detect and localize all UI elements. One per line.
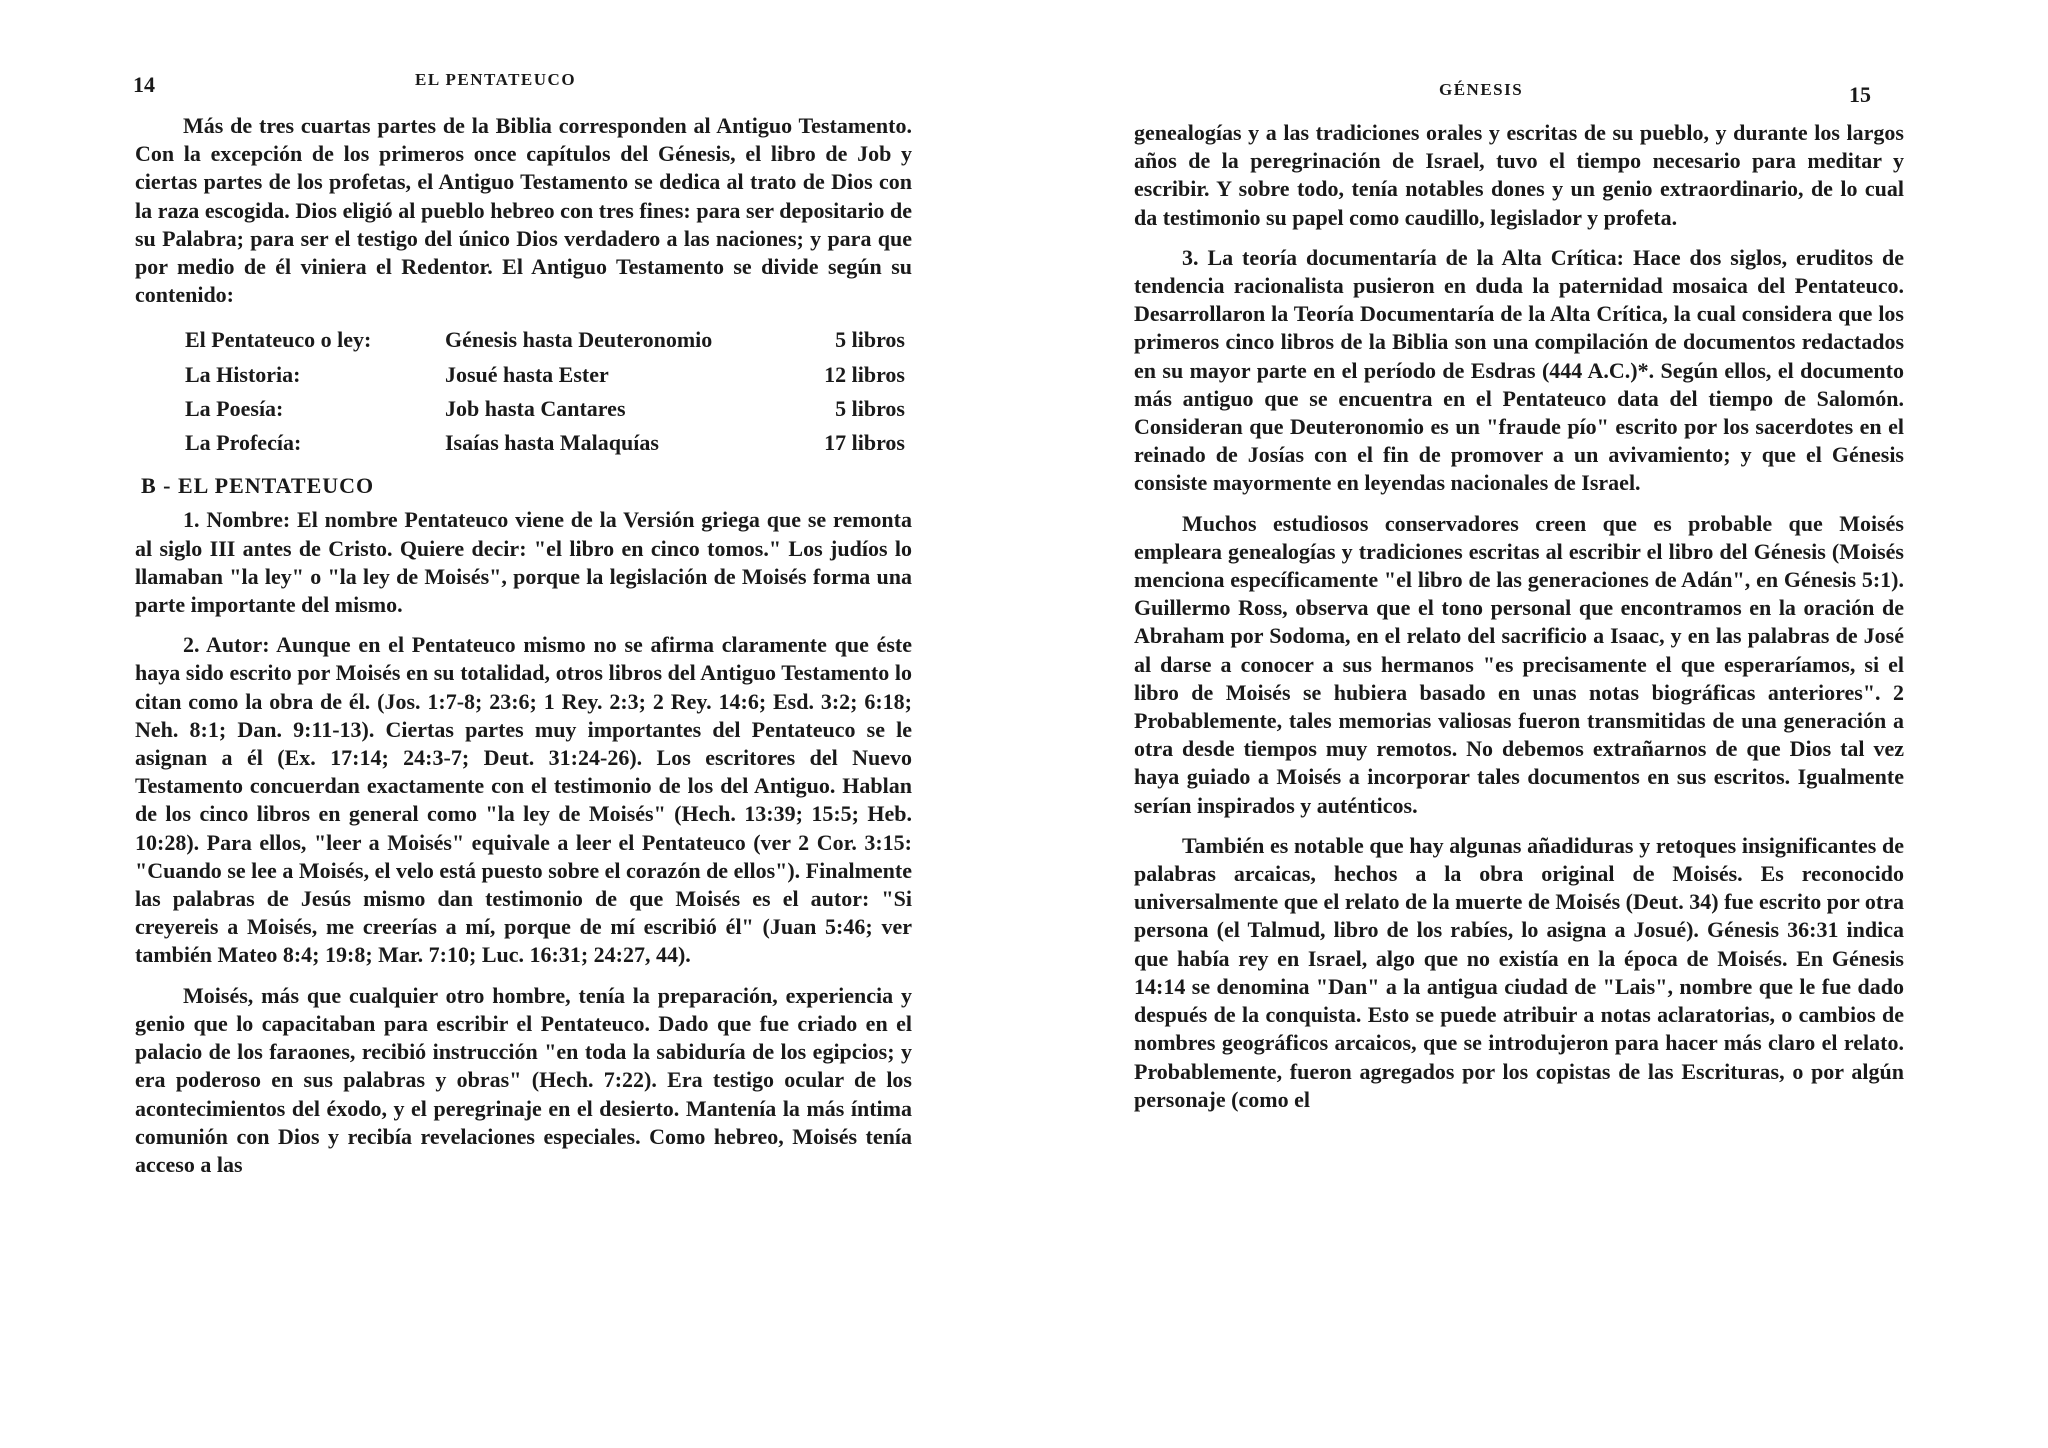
paragraph-anadiduras: También es notable que hay algunas añadiduras y retoques insignificantes de palabras arcaicas, hechos a la obra original de Moisés. Es reconocido universalmente que el relato de la muerte de Moisés (Deut. 34) fue escrito por otra persona (el Talmud, libro de los rabíes, lo asigna a Josué). Génesis 36:31 indica que había rey en Israel, algo que no existía en la época de Moisés. En Génesis 14:14 se denomina "Dan" a la antigua ciudad de "Lais", nombre que le fue dado después de la conquista. Esto se puede atribuir a notas aclaratorias, o cambios de nombres geográficos arcaicos, que se introdujeron para hacer más claro el relato. Probablemente, fueron agregados por los copistas de las Escrituras, o por algún personaje (como el (1134, 832, 1904, 1112)
division-name: El Pentateuco o ley: (185, 327, 372, 353)
intro-paragraph: Más de tres cuartas partes de la Biblia corresponden al Antiguo Testamento. Con la excepción de los primeros once capítulos del Génesis, el libro de Job y ciertas partes de los profetas, el Antiguo Testamento se dedica al trato de Dios con la raza escogida. Dios eligió al pueblo hebreo con tres fines: para ser depositario de su Palabra; para ser el testigo del único Dios verdadero a las naciones; y para que por medio de él viniera el Redentor. El Antiguo Testamento se divide según su contenido: (135, 113, 912, 308)
division-row (185, 323, 905, 357)
paragraph-nombre: 1. Nombre: El nombre Pentateuco viene de la Versión griega que se remonta al siglo III antes de Cristo. Quiere decir: "el libro en cinco tomos." Los judíos lo llamaban "la ley" o "la ley de Moisés", porque la legislación de Moisés forma una parte importante del mismo. (135, 507, 912, 618)
page-number: 15 (1849, 82, 1871, 107)
division-count: 12 libros (824, 361, 905, 387)
division-count: 5 libros (835, 395, 905, 421)
division-range: Josué hasta Ester (445, 361, 609, 387)
right-page (1024, 0, 2048, 1448)
running-head: EL PENTATEUCO (415, 70, 577, 89)
division-table (185, 323, 905, 460)
division-range: Génesis hasta Deuteronomio (445, 327, 713, 353)
section-heading: B - EL PENTATEUCO (141, 473, 375, 499)
paragraph-continuation: genealogías y a las tradiciones orales y escritas de su pueblo, y durante los largos años de la peregrinación de Israel, tuvo el tiempo necesario para meditar y escribir. Y sobre todo, tenía notables dones y un genio extraordinario, de lo cual da testimonio su papel como caudillo, legislador y profeta. (1134, 120, 1904, 230)
paragraph-autor: 2. Autor: Aunque en el Pentateuco mismo no se afirma claramente que éste haya sido escrito por Moisés en su totalidad, otros libros del Antiguo Testamento lo citan como la obra de él. (Jos. 1:7-8; 23:6; 1 Rey. 2:3; 2 Rey. 14:6; Esd. 3:2; 6:18; Neh. 8:1; Dan. 9:11-13). Ciertas partes muy importantes del Pentateuco se le asignan a él (Ex. 17:14; 24:3-7; Deut. 31:24-26). Los escritores del Nuevo Testamento concuerdan exactamente con el testimonio de los del Antiguo. Hablan de los cinco libros en general como "la ley de Moisés" (Hech. 13:39; 15:5; Heb. 10:28). Para ellos, "leer a Moisés" equivale a leer el Pentateuco (ver 2 Cor. 3:15: "Cuando se lee a Moisés, el velo está puesto sobre el corazón de ellos"). Finalmente las palabras de Jesús mismo dan testimonio de que Moisés es el autor: "Si creyereis a Moisés, me creerías a mí, porque de mí escribió él" (Juan 5:46; ver también Mateo 8:4; 19:8; Mar. 7:10; Luc. 16:31; 24:27, 44). (135, 632, 912, 968)
paragraph-moises: Moisés, más que cualquier otro hombre, tenía la preparación, experiencia y genio que lo capacitaban para escribir el Pentateuco. Dado que fue criado en el palacio de los faraones, recibió instrucción "en toda la sabiduría de los egipcios; y era poderoso en sus palabras y obras" (Hech. 7:22). Era testigo ocular de los acontecimientos del éxodo, y el peregrinaje en el desierto. Mantenía la más íntima comunión con Dios y recibía revelaciones especiales. Como hebreo, Moisés tenía acceso a las (135, 982, 912, 1177)
division-row (185, 392, 905, 426)
paragraph-estudiosos: Muchos estudiosos conservadores creen que es probable que Moisés empleara genealogías y tradiciones escritas al escribir el libro del Génesis (Moisés menciona específicamente "el libro de las generaciones de Adán", en Génesis 5:1). Guillermo Ross, observa que el tono personal que encontramos en la oración de Abraham por Sodoma, en el relato del sacrificio a Isaac, y en las palabras de José al darse a conocer a sus hermanos "es precisamente el que esperaríamos, si el libro de Moisés se hubiera basado en unas notas biográficas anteriores". 2 Probablemente, tales memorias valiosas fueron transmitidas de una generación a otra desde tiempos muy remotos. No debemos extrañarnos de que Dios tal vez haya guiado a Moisés a incorporar tales documentos en sus escritos. Igualmente serían inspirados y auténticos. (1134, 510, 1904, 818)
division-range: Job hasta Cantares (445, 395, 626, 421)
division-count: 5 libros (835, 327, 905, 353)
division-range: Isaías hasta Malaquías (445, 430, 659, 456)
paragraph-teoria: 3. La teoría documentaría de la Alta Crítica: Hace dos siglos, eruditos de tendencia racionalista pusieron en duda la paternidad mosaica del Pentateuco. Desarrollaron la Teoría Documentaría de la Alta Crítica, la cual considera que los primeros cinco libros de la Biblia son una compilación de documentos redactados en su mayor parte en el período de Esdras (444 A.C.)*. Según ellos, el documento más antiguo que se encuentra en el Pentateuco data del tiempo de Salomón. Consideran que Deuteronomio es un "fraude pío" escrito por los sacerdotes en el reinado de Josías con el fin de promover a un avivamiento; y que el Génesis consiste mayormente en leyendas nacionales de Israel. (1134, 244, 1904, 496)
text-column (1134, 119, 1904, 1114)
division-name: La Historia: (185, 361, 301, 387)
division-row (185, 426, 905, 460)
division-count: 17 libros (824, 430, 905, 456)
text-column (135, 112, 912, 1179)
running-head: GÉNESIS (1439, 80, 1524, 99)
division-name: La Poesía: (185, 395, 284, 421)
division-row (185, 358, 905, 392)
division-name: La Profecía: (185, 430, 302, 456)
page-number: 14 (133, 72, 155, 97)
